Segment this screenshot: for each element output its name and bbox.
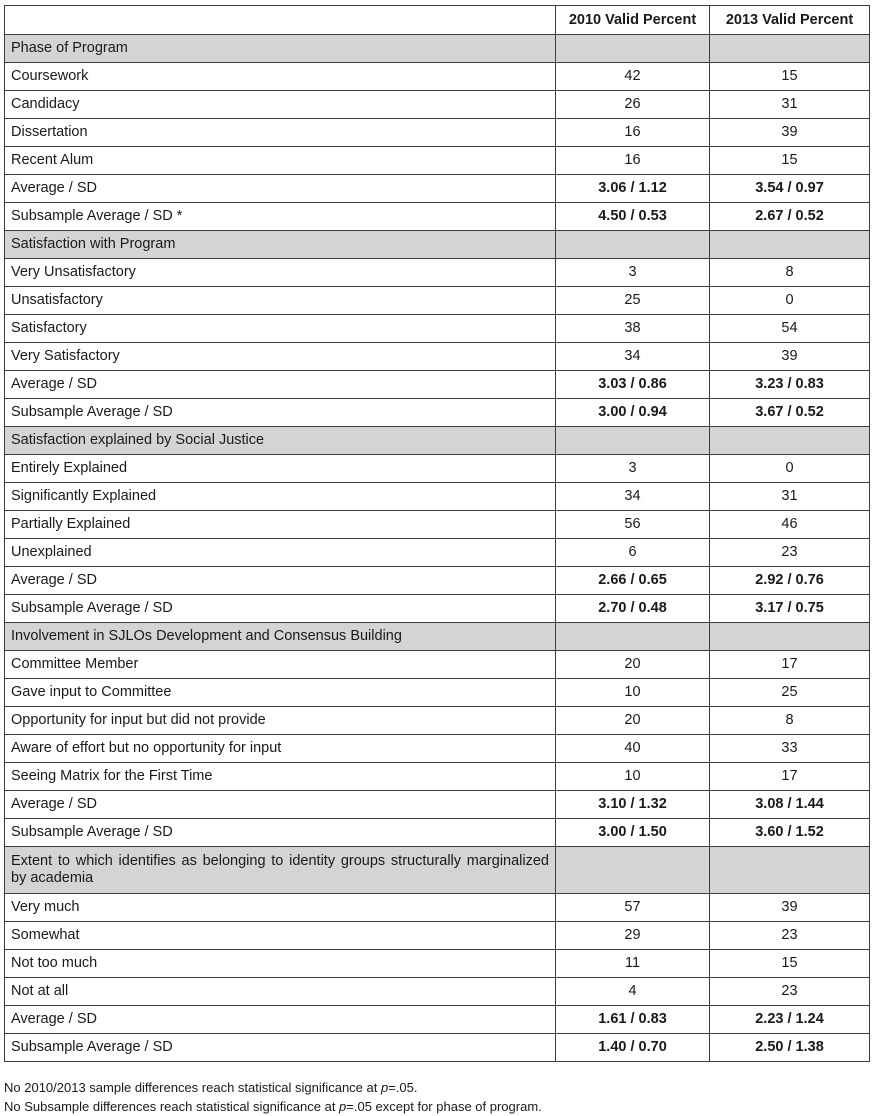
row-label: Entirely Explained	[5, 455, 556, 483]
value-2013: 2.67 / 0.52	[710, 203, 870, 231]
row-label: Opportunity for input but did not provide	[5, 707, 556, 735]
section-header-row	[5, 847, 870, 894]
row-label: Average / SD	[5, 1006, 556, 1034]
section-empty-cell-2010	[556, 847, 710, 894]
footnote-text: No Subsample differences reach statistical significance at	[4, 1099, 340, 1114]
section-empty-cell-2010	[556, 231, 710, 259]
table-row	[5, 511, 870, 539]
value-2010: 34	[556, 483, 710, 511]
value-2013: 17	[710, 651, 870, 679]
table-row	[5, 791, 870, 819]
value-2013: 23	[710, 539, 870, 567]
row-label: Aware of effort but no opportunity for input	[5, 735, 556, 763]
table-row	[5, 259, 870, 287]
value-2013: 8	[710, 707, 870, 735]
table-row	[5, 63, 870, 91]
section-empty-cell-2013	[710, 427, 870, 455]
value-2010: 20	[556, 651, 710, 679]
value-2010: 25	[556, 287, 710, 315]
table-row	[5, 287, 870, 315]
table-row	[5, 147, 870, 175]
table-row	[5, 819, 870, 847]
section-title: Phase of Program	[5, 35, 556, 63]
value-2013: 0	[710, 455, 870, 483]
value-2010: 20	[556, 707, 710, 735]
table-row	[5, 763, 870, 791]
table-row	[5, 950, 870, 978]
value-2013: 2.23 / 1.24	[710, 1006, 870, 1034]
section-title: Extent to which identifies as belonging to identity groups structurally marginalized by academia	[5, 847, 556, 894]
value-2013: 3.54 / 0.97	[710, 175, 870, 203]
value-2013: 46	[710, 511, 870, 539]
value-2010: 4	[556, 978, 710, 1006]
value-2010: 3.00 / 1.50	[556, 819, 710, 847]
row-label: Average / SD	[5, 371, 556, 399]
footnote-subsample-differences	[4, 1097, 542, 1116]
table-row	[5, 735, 870, 763]
row-label: Subsample Average / SD	[5, 399, 556, 427]
section-empty-cell-2013	[710, 35, 870, 63]
row-label: Coursework	[5, 63, 556, 91]
value-2013: 33	[710, 735, 870, 763]
section-title: Satisfaction with Program	[5, 231, 556, 259]
value-2013: 2.92 / 0.76	[710, 567, 870, 595]
row-label: Subsample Average / SD	[5, 595, 556, 623]
value-2010: 16	[556, 119, 710, 147]
section-empty-cell-2010	[556, 35, 710, 63]
table-row	[5, 203, 870, 231]
table-row	[5, 343, 870, 371]
value-2010: 29	[556, 922, 710, 950]
section-header-row	[5, 231, 870, 259]
value-2013: 15	[710, 147, 870, 175]
row-label: Subsample Average / SD	[5, 819, 556, 847]
row-label: Dissertation	[5, 119, 556, 147]
value-2010: 56	[556, 511, 710, 539]
value-2013: 54	[710, 315, 870, 343]
table-row	[5, 595, 870, 623]
value-2010: 26	[556, 91, 710, 119]
value-2013: 2.50 / 1.38	[710, 1034, 870, 1062]
value-2013: 23	[710, 922, 870, 950]
value-2013: 39	[710, 119, 870, 147]
value-2010: 3	[556, 455, 710, 483]
row-label: Committee Member	[5, 651, 556, 679]
value-2010: 42	[556, 63, 710, 91]
row-label: Recent Alum	[5, 147, 556, 175]
value-2010: 3.06 / 1.12	[556, 175, 710, 203]
value-2010: 3	[556, 259, 710, 287]
value-2013: 15	[710, 63, 870, 91]
table-row	[5, 1034, 870, 1062]
value-2010: 40	[556, 735, 710, 763]
table-row	[5, 1006, 870, 1034]
row-label: Unsatisfactory	[5, 287, 556, 315]
section-empty-cell-2013	[710, 847, 870, 894]
value-2010: 38	[556, 315, 710, 343]
row-label: Very Satisfactory	[5, 343, 556, 371]
table-row	[5, 455, 870, 483]
value-2010: 34	[556, 343, 710, 371]
row-label: Very Unsatisfactory	[5, 259, 556, 287]
row-label: Partially Explained	[5, 511, 556, 539]
section-empty-cell-2010	[556, 427, 710, 455]
row-label: Candidacy	[5, 91, 556, 119]
row-label: Satisfactory	[5, 315, 556, 343]
row-label: Not at all	[5, 978, 556, 1006]
row-label: Seeing Matrix for the First Time	[5, 763, 556, 791]
value-2013: 3.23 / 0.83	[710, 371, 870, 399]
value-2010: 57	[556, 894, 710, 922]
footnote-p-symbol: p	[339, 1099, 347, 1114]
value-2013: 3.08 / 1.44	[710, 791, 870, 819]
row-label: Unexplained	[5, 539, 556, 567]
footnote-sample-differences	[4, 1078, 542, 1097]
value-2010: 4.50 / 0.53	[556, 203, 710, 231]
table-row	[5, 91, 870, 119]
footnote-text: =.05 except for phase of program.	[346, 1099, 542, 1114]
table-body	[5, 35, 870, 1062]
row-label: Gave input to Committee	[5, 679, 556, 707]
value-2013: 3.17 / 0.75	[710, 595, 870, 623]
value-2013: 3.60 / 1.52	[710, 819, 870, 847]
row-label: Average / SD	[5, 567, 556, 595]
row-label: Very much	[5, 894, 556, 922]
value-2013: 23	[710, 978, 870, 1006]
section-empty-cell-2013	[710, 231, 870, 259]
row-label: Not too much	[5, 950, 556, 978]
table-row	[5, 707, 870, 735]
section-title: Involvement in SJLOs Development and Consensus Building	[5, 623, 556, 651]
value-2013: 39	[710, 894, 870, 922]
header-row	[5, 6, 870, 35]
table-row	[5, 679, 870, 707]
value-2010: 10	[556, 679, 710, 707]
value-2010: 16	[556, 147, 710, 175]
value-2010: 3.00 / 0.94	[556, 399, 710, 427]
value-2013: 3.67 / 0.52	[710, 399, 870, 427]
value-2010: 3.03 / 0.86	[556, 371, 710, 399]
table-row	[5, 894, 870, 922]
value-2010: 3.10 / 1.32	[556, 791, 710, 819]
value-2010: 11	[556, 950, 710, 978]
section-header-row	[5, 35, 870, 63]
table-row	[5, 175, 870, 203]
header-2013-valid-percent: 2013 Valid Percent	[710, 6, 870, 35]
value-2010: 6	[556, 539, 710, 567]
table-row	[5, 567, 870, 595]
section-header-row	[5, 623, 870, 651]
value-2013: 31	[710, 91, 870, 119]
table-row	[5, 922, 870, 950]
value-2013: 0	[710, 287, 870, 315]
footnotes	[4, 1078, 542, 1116]
value-2013: 8	[710, 259, 870, 287]
table-row	[5, 315, 870, 343]
header-2010-valid-percent: 2010 Valid Percent	[556, 6, 710, 35]
value-2013: 31	[710, 483, 870, 511]
row-label: Significantly Explained	[5, 483, 556, 511]
footnote-text: No 2010/2013 sample differences reach statistical significance at	[4, 1080, 381, 1095]
header-label-cell	[5, 6, 556, 35]
row-label: Subsample Average / SD	[5, 1034, 556, 1062]
value-2010: 10	[556, 763, 710, 791]
section-empty-cell-2013	[710, 623, 870, 651]
table-row	[5, 539, 870, 567]
section-empty-cell-2010	[556, 623, 710, 651]
section-header-row	[5, 427, 870, 455]
value-2013: 17	[710, 763, 870, 791]
table-row	[5, 483, 870, 511]
value-2013: 15	[710, 950, 870, 978]
table-row	[5, 651, 870, 679]
results-table	[4, 5, 870, 1062]
row-label: Average / SD	[5, 791, 556, 819]
footnote-text: =.05.	[388, 1080, 418, 1095]
table-row	[5, 978, 870, 1006]
row-label: Average / SD	[5, 175, 556, 203]
value-2013: 39	[710, 343, 870, 371]
value-2010: 2.66 / 0.65	[556, 567, 710, 595]
value-2010: 1.40 / 0.70	[556, 1034, 710, 1062]
section-title: Satisfaction explained by Social Justice	[5, 427, 556, 455]
value-2010: 1.61 / 0.83	[556, 1006, 710, 1034]
table-row	[5, 371, 870, 399]
table-row	[5, 119, 870, 147]
row-label: Somewhat	[5, 922, 556, 950]
value-2010: 2.70 / 0.48	[556, 595, 710, 623]
table-row	[5, 399, 870, 427]
value-2013: 25	[710, 679, 870, 707]
footnote-p-symbol: p	[380, 1080, 389, 1095]
row-label: Subsample Average / SD *	[5, 203, 556, 231]
